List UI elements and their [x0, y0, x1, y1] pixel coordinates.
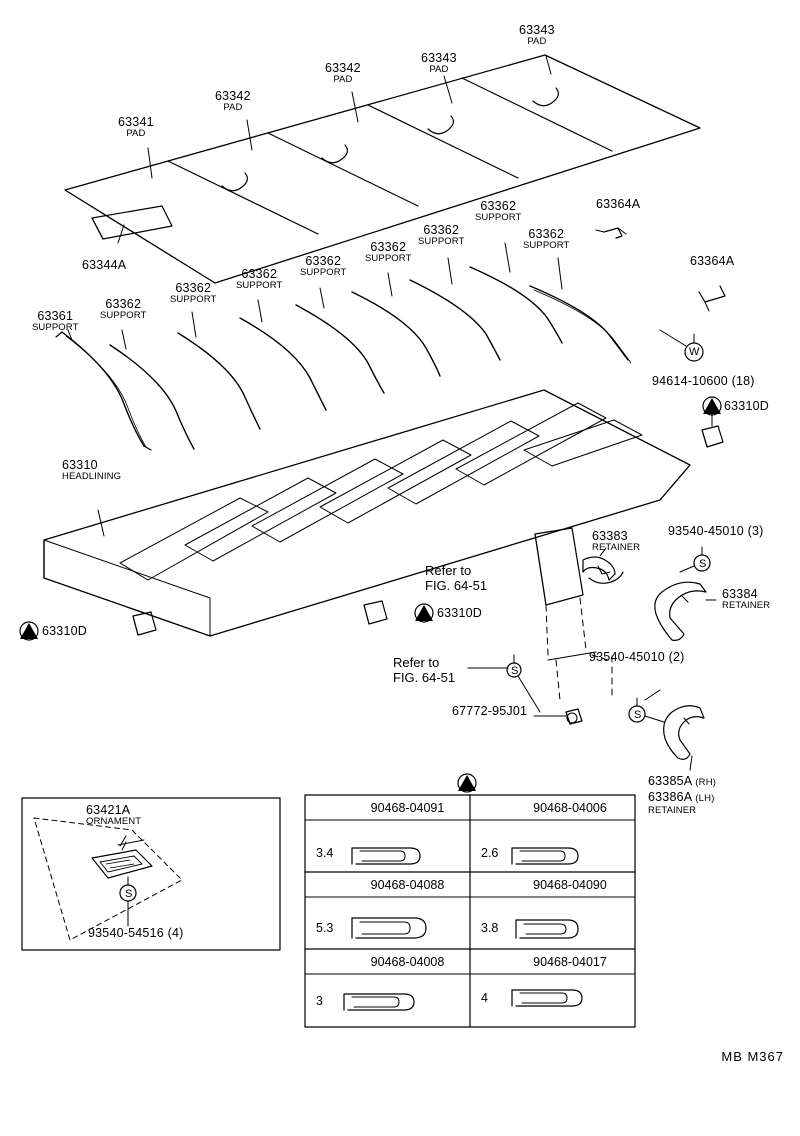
clip-size: 5.3: [316, 921, 334, 935]
callout-letter-s-3: [511, 665, 519, 678]
fastener-number: 93540-45010: [668, 524, 744, 538]
part-desc: PAD: [126, 127, 146, 139]
part-desc: SUPPORT: [170, 293, 217, 305]
part-number: 63383: [592, 529, 628, 543]
part-number: 63341: [118, 115, 154, 129]
part-number: 63364A: [596, 197, 641, 211]
clip-code: 63310D: [724, 399, 769, 413]
clip-size: 3.8: [481, 921, 499, 935]
clip-table-part-r1c0: [345, 878, 470, 892]
part-label-63341: [118, 116, 154, 139]
fastener-label-93540-45010-2: [589, 651, 684, 664]
part-label-63361: [32, 310, 78, 333]
part-label-63342-a: [325, 62, 361, 85]
part-desc: RETAINER: [592, 541, 641, 553]
callout-text: W: [689, 346, 700, 358]
reference-line-1: Refer to: [393, 655, 440, 670]
part-label-63385A: [648, 775, 716, 790]
reference-line-1: Refer to: [425, 563, 472, 578]
part-label-63364A-a: [596, 198, 640, 211]
callout-text: S: [125, 888, 133, 900]
part-number: 63385A: [648, 774, 692, 788]
clip-table-part-r2c1: [505, 955, 635, 969]
callout-text: S: [699, 558, 707, 570]
reference-note-2: [393, 655, 455, 685]
part-number: 63386A: [648, 790, 692, 804]
part-label-63362-i: [523, 228, 569, 251]
callout-letter-s-2: [634, 709, 642, 722]
fastener-label-93540-45010-3: [668, 525, 763, 538]
part-desc: PAD: [333, 73, 353, 85]
clip-table-size-r2c1: [481, 991, 488, 1005]
part-number: 63362: [105, 297, 142, 311]
fastener-qty: (18): [731, 374, 755, 388]
part-label-63421A: [86, 804, 141, 827]
clip-part-number: 90468-04017: [533, 955, 607, 969]
part-desc: PAD: [429, 63, 449, 75]
part-label-63386A: [648, 791, 715, 816]
callout-text: S: [511, 665, 519, 677]
part-desc: SUPPORT: [475, 211, 522, 223]
part-hand: (LH): [695, 793, 715, 804]
fastener-number: 93540-54516: [88, 926, 164, 940]
sheet-code: MB M367: [721, 1049, 784, 1064]
callout-text: S: [634, 709, 642, 721]
part-desc: RETAINER: [648, 804, 697, 816]
part-desc: SUPPORT: [418, 235, 465, 247]
part-number: 63362: [305, 254, 342, 268]
part-number: 63364A: [690, 254, 735, 268]
clip-table-size-r1c0: [316, 921, 333, 935]
part-desc: HEADLINING: [62, 470, 122, 482]
part-number: 63362: [423, 223, 460, 237]
part-number: 63343: [421, 51, 457, 65]
part-label-63362-h: [475, 200, 521, 223]
part-hand: (RH): [695, 777, 717, 788]
part-label-63362-b: [100, 298, 146, 321]
part-number: 63342: [325, 61, 361, 75]
part-label-63310: [62, 459, 121, 482]
fastener-number: 67772-95J01: [452, 704, 528, 718]
part-desc: SUPPORT: [236, 279, 283, 291]
part-label-63362-d: [236, 268, 282, 291]
clip-part-number: 90468-04006: [533, 801, 607, 815]
clip-part-number: 90468-04091: [370, 801, 445, 815]
part-label-63362-c: [170, 282, 216, 305]
clip-marker-label-63310D-b: [42, 625, 87, 638]
part-desc: SUPPORT: [32, 321, 79, 333]
fastener-qty: (4): [167, 926, 184, 940]
part-label-63383: [592, 530, 640, 553]
part-number: 63310: [62, 458, 98, 472]
part-number: 63343: [519, 23, 555, 37]
part-number: 63362: [370, 240, 407, 254]
clip-part-number: 90468-04090: [533, 878, 607, 892]
clip-size: 3.4: [316, 846, 334, 860]
reference-note-1: [425, 563, 487, 593]
part-desc: ORNAMENT: [86, 815, 142, 827]
clip-table-part-r1c1: [505, 878, 635, 892]
clip-table-size-r2c0: [316, 994, 323, 1008]
part-desc: PAD: [527, 35, 547, 47]
fastener-qty: (2): [668, 650, 685, 664]
part-number: 63384: [722, 587, 758, 601]
clip-size: 4: [481, 991, 488, 1005]
clip-table-size-r0c1: [481, 846, 498, 860]
fastener-label-93540-54516: [88, 927, 183, 940]
reference-line-2: FIG. 64-51: [425, 578, 488, 593]
clip-part-number: 90468-04008: [370, 955, 445, 969]
part-desc: SUPPORT: [365, 252, 412, 264]
callout-letter-s-4: [125, 888, 133, 901]
part-label-63343-b: [421, 52, 457, 75]
part-number: 63361: [37, 309, 74, 323]
part-label-63384: [722, 588, 770, 611]
clip-table-size-r0c0: [316, 846, 333, 860]
part-label-63344A: [82, 259, 126, 272]
clip-table-part-r0c0: [345, 801, 470, 815]
clip-marker-label-63310D-c: [437, 607, 482, 620]
callout-letter-w: [689, 346, 700, 359]
part-desc: RETAINER: [722, 599, 771, 611]
clip-part-number: 90468-04088: [370, 878, 445, 892]
part-label-63364A-b: [690, 255, 734, 268]
part-number: 63362: [480, 199, 517, 213]
part-number: 63342: [215, 89, 251, 103]
part-desc: SUPPORT: [100, 309, 147, 321]
callout-letter-s-1: [699, 558, 707, 571]
clip-size: 2.6: [481, 846, 499, 860]
clip-marker-label-63310D-a: [724, 400, 769, 413]
fastener-qty: (3): [747, 524, 764, 538]
part-number: 63421A: [86, 803, 131, 817]
fastener-label-67772-95J01: [452, 705, 527, 718]
part-label-63362-f: [365, 241, 411, 264]
part-number: 63344A: [82, 258, 127, 272]
part-number: 63362: [528, 227, 565, 241]
clip-table-size-r1c1: [481, 921, 498, 935]
part-desc: SUPPORT: [523, 239, 570, 251]
clip-size: 3: [316, 994, 323, 1008]
clip-code: 63310D: [42, 624, 87, 638]
fastener-number: 94614-10600: [652, 374, 728, 388]
part-label-63362-e: [300, 255, 346, 278]
clip-code: 63310D: [437, 606, 482, 620]
clip-table-part-r2c0: [345, 955, 470, 969]
part-number: 63362: [241, 267, 278, 281]
part-number: 63362: [175, 281, 212, 295]
part-label-63342-b: [215, 90, 251, 113]
reference-line-2: FIG. 64-51: [393, 670, 456, 685]
part-desc: PAD: [223, 101, 243, 113]
part-label-63343-top: [519, 24, 555, 47]
part-label-63362-g: [418, 224, 464, 247]
part-desc: SUPPORT: [300, 266, 347, 278]
clip-table-part-r0c1: [505, 801, 635, 815]
fastener-label-94614-10600: [652, 375, 755, 388]
fastener-number: 93540-45010: [589, 650, 665, 664]
